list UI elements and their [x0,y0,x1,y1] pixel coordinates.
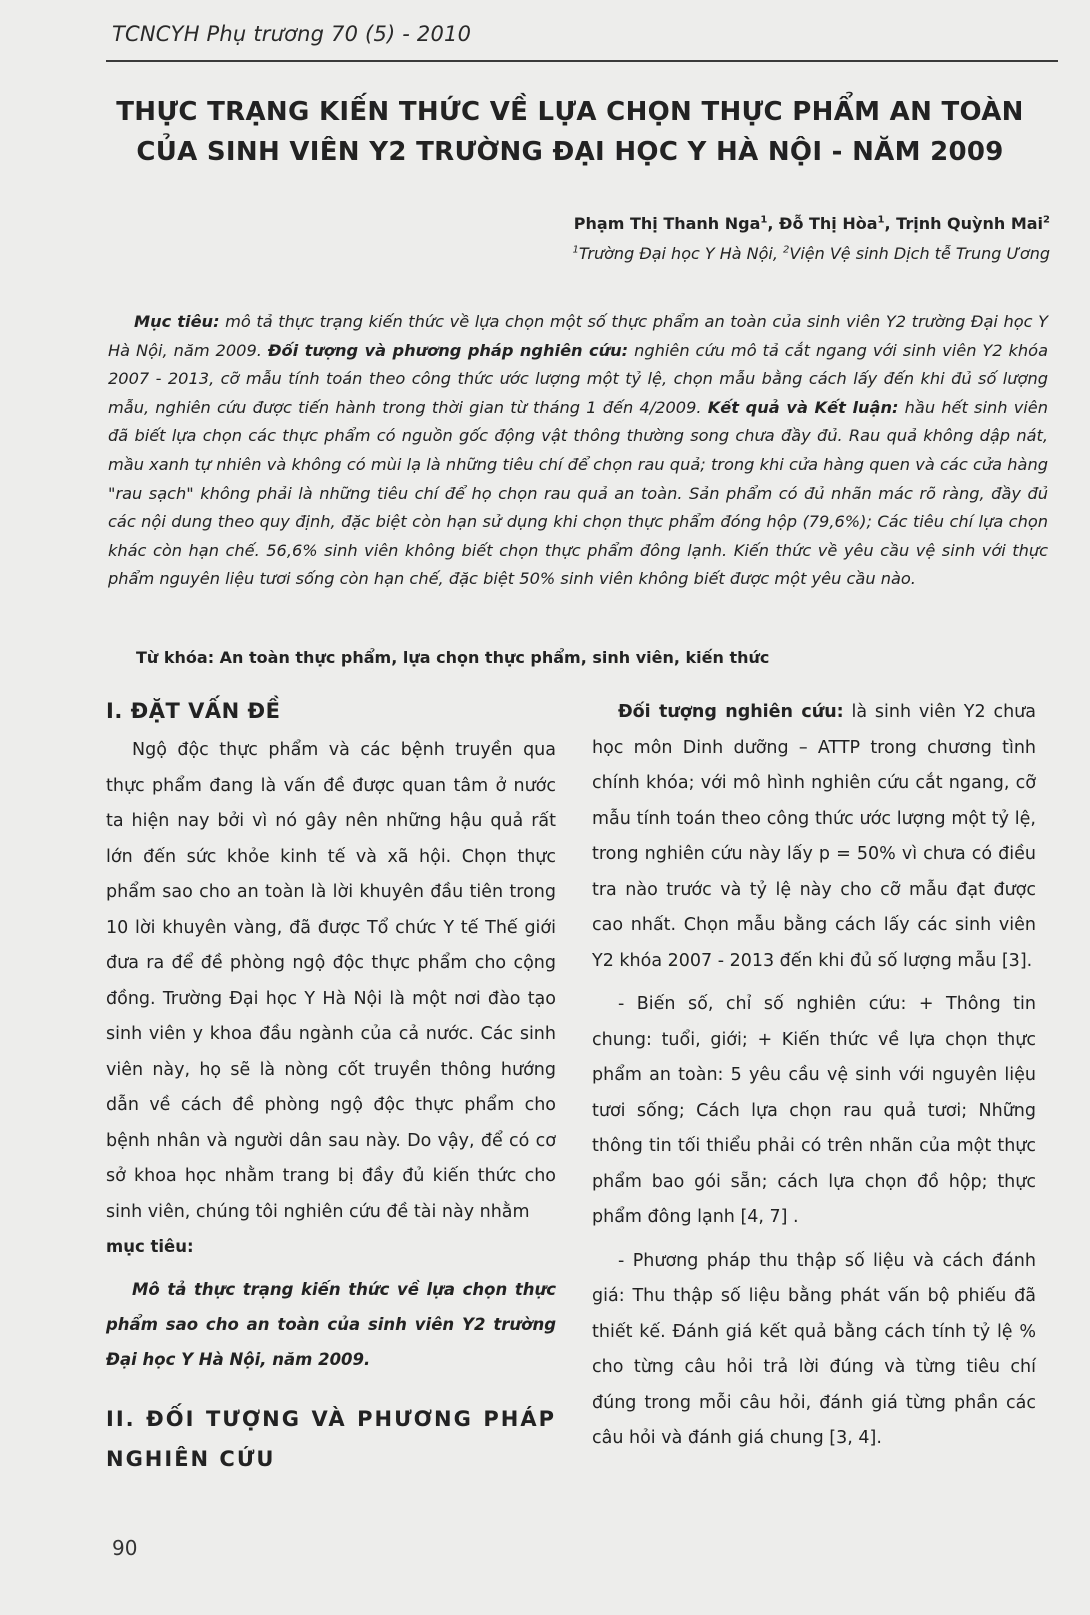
author-1: Phạm Thị Thanh Nga [573,214,761,233]
author-1-sup: 1 [760,214,768,226]
title-line-2: CỦA SINH VIÊN Y2 TRƯỜNG ĐẠI HỌC Y HÀ NỘI - NĂM 2009 [136,137,1004,167]
keywords-label: Từ khóa: [136,648,215,667]
abstract-objective-text: mô tả thực trạng kiến thức về lựa chọn một số thực phẩm an toàn của sinh viên Y2 trường Đại học Y Hà Nội, năm 2009. [108,312,1048,360]
abstract [108,308,1048,594]
article-title [100,92,1040,172]
subjects-text: là sinh viên Y2 chưa học môn Dinh dưỡng – ATTP trong chương tình chính khóa; với mô hình nghiên cứu cắt ngang, cỡ mẫu tính toán theo công thức ước lượng một tỷ lệ, trong nghiên cứu này lấy p = 50% vì chưa có điều tra nào trước và tỷ lệ này cho cỡ mẫu đạt được cao nhất. Chọn mẫu bằng cách lấy các sinh viên Y2 khóa 2007 - 2013 đến khi đủ số lượng mẫu [3]. [592,702,1036,971]
methods-paragraph: - Phương pháp thu thập số liệu và cách đánh giá: Thu thập số liệu bằng phát vấn bộ phiếu đã thiết kế. Đánh giá kết quả bằng cách tính tỷ lệ % cho từng câu hỏi trả lời đúng và từng tiêu chí đúng trong mỗi câu hỏi, đánh giá từng phần các câu hỏi và đánh giá chung [3, 4]. [592,1250,1036,1448]
left-column [106,695,556,1479]
author-2: Đỗ Thị Hòa [779,214,878,233]
keywords-value: An toàn thực phẩm, lựa chọn thực phẩm, sinh viên, kiến thức [214,648,770,667]
section-2-heading: II. ĐỐI TƯỢNG VÀ PHƯƠNG PHÁP NGHIÊN CỨU [106,1407,556,1471]
affiliation-1: Trường Đại học Y Hà Nội, [578,244,784,263]
section-1-paragraph: Ngộ độc thực phẩm và các bệnh truyền qua thực phẩm đang là vấn đề được quan tâm ở nước ta hiện nay bởi vì nó gây nên những hậu quả rất lớn đến sức khỏe kinh tế và xã hội. Chọn thực phẩm sao cho an toàn là lời khuyên đầu tiên trong 10 lời khuyên vàng, đã được Tổ chức Y tế Thế giới đưa ra để đề phòng ngộ độc thực phẩm cho cộng đồng. Trường Đại học Y Hà Nội là một nơi đào tạo sinh viên y khoa đầu ngành của cả nước. Các sinh viên này, họ sẽ là nòng cốt truyền thông hướng dẫn về cách đề phòng ngộ độc thực phẩm cho bệnh nhân và người dân sau này. Do vậy, để có cơ sở khoa học nhằm trang bị đầy đủ kiến thức cho sinh viên, chúng tôi nghiên cứu đề tài này nhằm [106,740,556,1222]
abstract-method-label: Đối tượng và phương pháp nghiên cứu: [267,340,629,360]
running-header: TCNCYH Phụ trương 70 (5) - 2010 [112,22,472,46]
abstract-method-text: nghiên cứu mô tả cắt ngang với sinh viên Y2 khóa 2007 - 2013, cỡ mẫu tính toán theo công thức ước lượng một tỷ lệ, chọn mẫu bằng cách lấy đến khi đủ số lượng mẫu, nghiên cứu được tiến hành trong thời gian từ tháng 1 đến 4/2009. [108,340,1049,417]
affiliation-2: Viện Vệ sinh Dịch tễ Trung Ương [789,244,1050,263]
variables-paragraph: - Biến số, chỉ số nghiên cứu: + Thông tin chung: tuổi, giới; + Kiến thức về lựa chọn thực phẩm an toàn: 5 yêu cầu vệ sinh với nguyên liệu tươi sống; Cách lựa chọn rau quả tươi; Những thông tin tối thiểu phải có trên nhãn của một thực phẩm bao gói sẵn; cách lựa chọn đồ hộp; thực phẩm đông lạnh [4, 7] . [592,994,1036,1227]
affiliation-2-sup: 2 [783,244,790,256]
section-1-heading: I. ĐẶT VẤN ĐỀ [106,699,281,723]
author-3-sup: 2 [1043,214,1050,226]
affiliation-1-sup: 1 [572,244,579,256]
author-2-sup: 1 [877,214,885,226]
subjects-label: Đối tượng nghiên cứu: [618,702,844,722]
title-line-1: THỰC TRẠNG KIẾN THỨC VỀ LỰA CHỌN THỰC PHẨM AN TOÀN [116,97,1024,127]
keywords [136,648,1036,667]
abstract-result-text: hầu hết sinh viên đã biết lựa chọn các thực phẩm có nguồn gốc động vật thông thường song chưa đầy đủ. Rau quả không dập nát, mầu xanh tự nhiên và không có mùi lạ là những tiêu chí để chọn rau quả; trong khi cửa hàng quen và các cửa hàng "rau sạch" không phải là những tiêu chí để họ chọn rau quả an toàn. Sản phẩm có đủ nhãn mác rõ ràng, đầy đủ các nội dung theo quy định, đặc biệt còn hạn sử dụng khi chọn thực phẩm đóng hộp (79,6%); Các tiêu chí lựa chọn khác còn hạn chế. 56,6% sinh viên không biết chọn thực phẩm đông lạnh. Kiến thức về yêu cầu vệ sinh với thực phẩm nguyên liệu tươi sống còn hạn chế, đặc biệt 50% sinh viên không biết được một yêu cầu nào. [108,397,1048,589]
objective-label: mục tiêu: [106,1237,194,1256]
author-3: Trịnh Quỳnh Mai [896,214,1044,233]
author-list: Phạm Thị Thanh Nga$^1$, Đỗ Thị Hòa$^1$, Trịnh Quỳnh Mai$^2$ [573,214,1050,233]
abstract-result-label: Kết quả và Kết luận: [707,397,899,417]
affiliations [350,244,1050,263]
header-rule [106,60,1058,62]
page-number: 90 [112,1536,138,1560]
objective-statement: Mô tả thực trạng kiến thức về lựa chọn thực phẩm sao cho an toàn của sinh viên Y2 trường Đại học Y Hà Nội, năm 2009. [106,1280,556,1369]
subjects-paragraph [592,695,1036,979]
abstract-objective-label: Mục tiêu: [134,312,220,331]
right-column [592,695,1036,1457]
